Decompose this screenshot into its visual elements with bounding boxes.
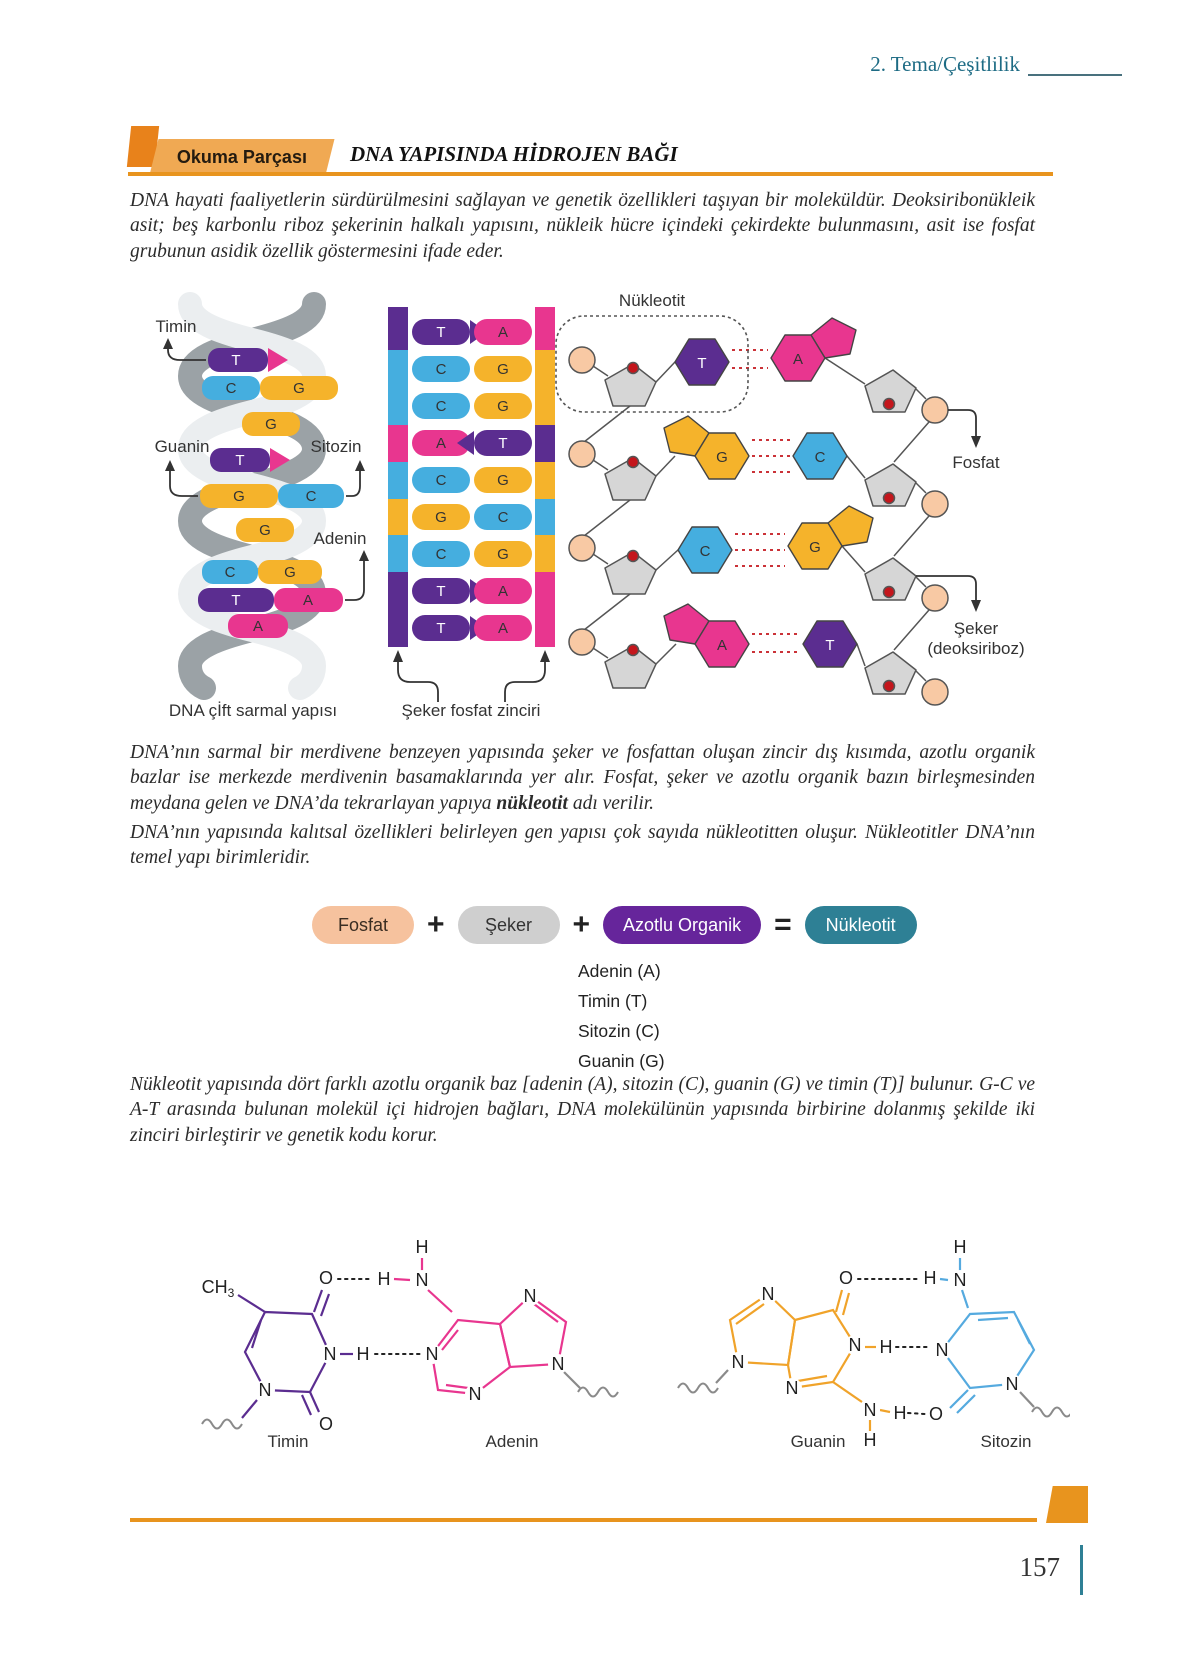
chain-base: T [825, 637, 835, 654]
helix-base: G [265, 416, 277, 433]
atom-N: N [415, 1270, 429, 1290]
atom-CH3: $CH_3$ [201, 1277, 235, 1300]
paragraph-2 [130, 740, 1035, 816]
sitozin-label: Sitozin [310, 437, 362, 456]
ladder-base: C [435, 361, 447, 378]
helix-caption: DNA çİft sarmal yapısı [168, 701, 338, 720]
atom-N: N [551, 1354, 565, 1374]
adenin-caption: Adenin [485, 1432, 539, 1451]
adenin-label: Adenin [313, 529, 367, 548]
ladder-right-strand [535, 307, 555, 647]
dna-ladder-illustration [388, 307, 555, 720]
sitozin-caption: Sitozin [980, 1432, 1032, 1451]
nukleotit-pill: Nükleotit [805, 906, 917, 944]
chain-bases [664, 318, 873, 667]
organic-base-list [578, 956, 665, 1076]
chain-base: C [699, 543, 711, 560]
timin-caption: Timin [267, 1432, 309, 1451]
chain-base: G [716, 449, 728, 466]
atom-N: N [258, 1380, 272, 1400]
helix-base: T [235, 452, 245, 469]
atom-H: H [879, 1337, 893, 1357]
ladder-caption-arrows [393, 650, 550, 702]
atom-H: H [953, 1237, 967, 1257]
page-number-bar [1080, 1545, 1083, 1595]
plus-sign: + [427, 908, 445, 941]
reading-section-tag [150, 139, 335, 175]
page-number: 157 [1019, 1552, 1060, 1582]
theme-header: 2. Tema/Çeşitlilik [870, 52, 1020, 76]
helix-base: G [284, 564, 296, 581]
atom-H: H [893, 1403, 907, 1423]
atom-O: O [928, 1404, 944, 1424]
ta-hydrogen-bonds [338, 1279, 420, 1354]
chain-hydrogen-bonds [732, 350, 800, 652]
helix-base: C [305, 488, 317, 505]
atom-N: N [425, 1344, 439, 1364]
ladder-base: C [435, 398, 447, 415]
atom-H: H [377, 1269, 391, 1289]
atom-N: N [523, 1286, 537, 1306]
atom-labels [202, 1237, 1022, 1450]
atom-O: O [838, 1268, 854, 1288]
ladder-base: G [497, 361, 509, 378]
ladder-base: C [435, 546, 447, 563]
section-title: DNA YAPISINDA HİDROJEN BAĞI [350, 142, 678, 166]
chain-base: T [697, 355, 707, 372]
seker-pill: Şeker [458, 906, 560, 944]
footer-rule [130, 1518, 1037, 1522]
helix-base-rungs [198, 348, 344, 638]
chain-sugars-phosphates [569, 347, 948, 705]
ladder-base: A [497, 324, 509, 341]
guanin-label: Guanin [154, 437, 210, 456]
nucleotide-label: Nükleotit [618, 292, 686, 310]
helix-base: G [293, 380, 305, 397]
guanin-molecule [678, 1290, 890, 1431]
paragraph-2-bold: nükleotit [496, 792, 568, 814]
helix-base: C [224, 564, 236, 581]
dna-helix-illustration [155, 304, 369, 720]
ladder-base: T [436, 583, 446, 600]
ladder-base: T [498, 435, 508, 452]
helix-base: A [302, 592, 314, 609]
atom-N: N [731, 1352, 745, 1372]
base-list-item: Sitozin (C) [578, 1021, 660, 1041]
seker-label-line1: Şeker [953, 619, 999, 638]
ladder-base: G [497, 398, 509, 415]
ladder-base: C [497, 509, 509, 526]
atom-N: N [935, 1340, 949, 1360]
paragraph-1: DNA hayati faaliyetlerin sürdürülmesini sağlayan ve genetik özellikleri taşıyan bir moleküldür. Deoksiribonükleik asit; beş karbonlu riboz şekerinin halkalı yapısını, nükleik hücre içindeki çekirdekte bulunmasını, asit ise fosfat grubunun asidik özellik göstermesini ifade eder. [130, 190, 1035, 262]
base-pair-chemical-structures [130, 1162, 1070, 1452]
chain-base: A [792, 351, 804, 368]
ladder-base: G [497, 472, 509, 489]
ladder-base: G [497, 546, 509, 563]
atom-H: H [356, 1344, 370, 1364]
dna-diagram [130, 292, 1070, 742]
atom-H: H [415, 1237, 429, 1257]
helix-base: C [225, 380, 237, 397]
base-list-item: Timin (T) [578, 991, 648, 1011]
equals-sign: = [774, 908, 792, 941]
nucleotide-chain-illustration [556, 292, 1025, 705]
fosfat-callout [948, 410, 1000, 472]
plus-sign: + [572, 908, 591, 941]
chain-base: C [814, 449, 826, 466]
molecule-captions [268, 1432, 1032, 1451]
ladder-base: C [435, 472, 447, 489]
helix-base: T [231, 352, 241, 369]
helix-base: A [252, 618, 264, 635]
atom-H: H [863, 1430, 877, 1450]
ladder-base: G [435, 509, 447, 526]
theme-header-rule [1028, 74, 1122, 76]
ladder-base: A [497, 583, 509, 600]
base-list-item: Guanin (G) [578, 1051, 665, 1071]
reading-section-tag-label: Okuma Parçası [176, 146, 308, 167]
paragraph-3: DNA’nın yapısında kalıtsal özellikleri belirleyen gen yapısı çok sayıda nükleotitten oluşur. Nükleotitler DNA’nın temel yapı birimleridir. [130, 822, 1035, 869]
atom-N: N [1005, 1374, 1019, 1394]
paragraph-2-pre: DNA’nın sarmal bir merdivene benzeyen yapısında şeker ve fosfattan oluşan zincir dış kısımda, azotlu organik bazlar ise merkezde merdivenin basamaklarında yer alır. Fosfat, şeker ve azotlu organik bazın birleşmesinden meydana gelen ve DNA’da tekrarlayan yapıya [130, 742, 1035, 814]
helix-base: G [233, 488, 245, 505]
ladder-caption: Şeker fosfat zinciri [401, 701, 541, 720]
ladder-base: A [435, 435, 447, 452]
atom-O: O [318, 1268, 334, 1288]
atom-N: N [953, 1270, 967, 1290]
timin-label: Timin [155, 317, 197, 336]
footer-accent-shape [1046, 1486, 1088, 1523]
atom-N: N [863, 1400, 877, 1420]
helix-base: G [259, 522, 271, 539]
azotlu-organik-baz-pill: Azotlu Organik Baz [603, 906, 761, 944]
atom-N: N [323, 1344, 337, 1364]
ladder-base: T [436, 324, 446, 341]
atom-N: N [761, 1284, 775, 1304]
ladder-bases [412, 319, 532, 641]
guanin-caption: Guanin [790, 1432, 846, 1451]
chain-base: G [809, 539, 821, 556]
atom-H: H [923, 1268, 937, 1288]
base-list-item: Adenin (A) [578, 961, 661, 981]
seker-label-line2: (deoksiriboz) [927, 639, 1025, 658]
ladder-base: A [497, 620, 509, 637]
fosfat-label: Fosfat [952, 453, 1000, 472]
atom-N: N [468, 1384, 482, 1404]
atom-O: O [318, 1414, 334, 1434]
atom-N: N [848, 1335, 862, 1355]
ladder-base: T [436, 620, 446, 637]
fosfat-pill: Fosfat [312, 906, 414, 944]
helix-base: T [231, 592, 241, 609]
paragraph-4: Nükleotit yapısında dört farklı azotlu organik baz [adenin (A), sitozin (C), guanin (G) ve timin (T)] bulunur. G-C ve A-T arasında bulunan molekül içi hidrojen bağları, DNA molekülünün yapısında birbirine dolanmış şekilde iki zinciri birleştirir ve genetik kodu korur. [130, 1074, 1035, 1146]
paragraph-2-post: adı verilir. [567, 792, 655, 814]
banner-rule [128, 172, 1053, 176]
atom-N: N [785, 1378, 799, 1398]
chain-base: A [716, 637, 728, 654]
ladder-left-strand [388, 307, 408, 647]
